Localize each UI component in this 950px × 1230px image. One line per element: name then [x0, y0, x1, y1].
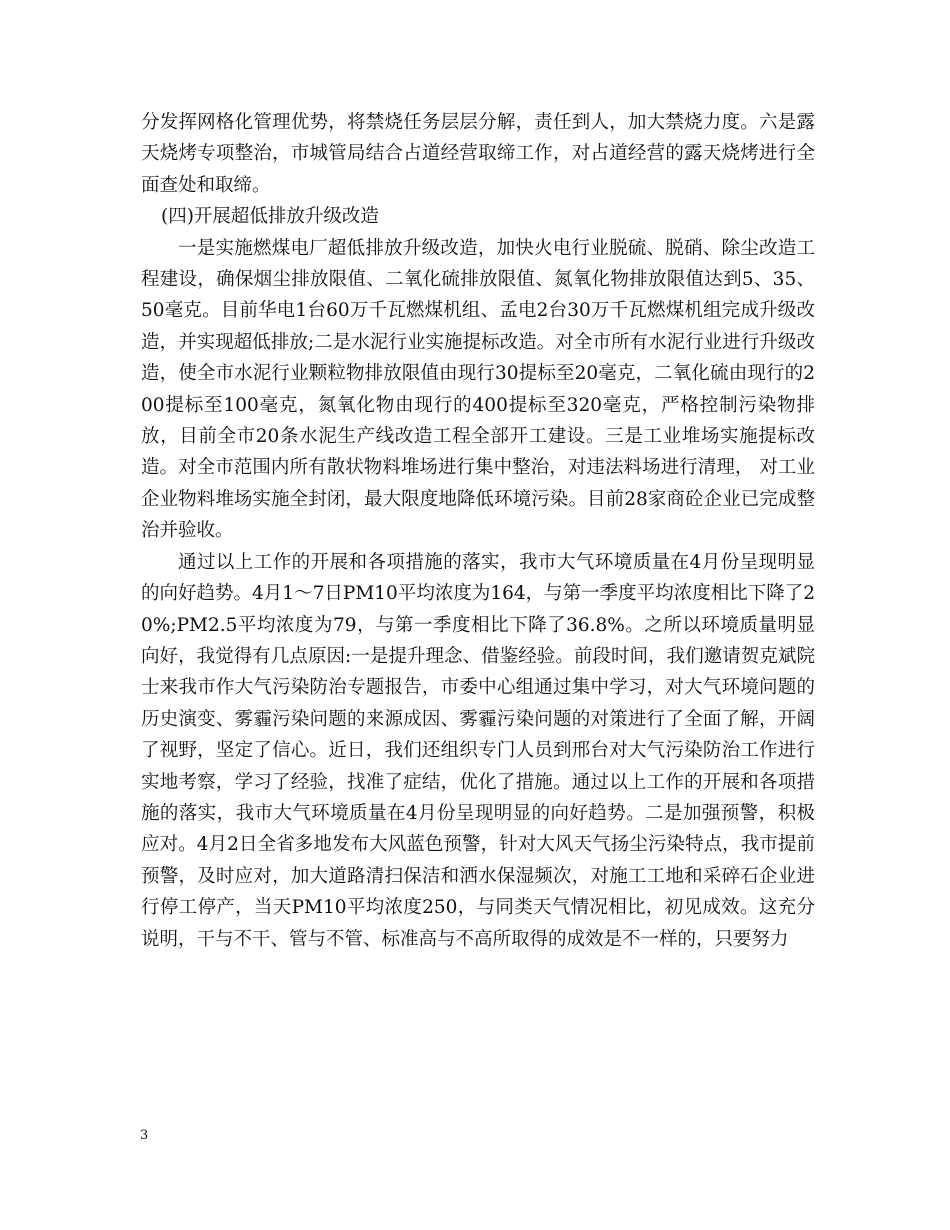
- paragraph-upgrade-measures: 一是实施燃煤电厂超低排放升级改造，加快火电行业脱硫、脱硝、除尘改造工程建设，确保烟尘排放限值、二氧化硫排放限值、氮氧化物排放限值达到5、35、50毫克。目前华电1台60万千瓦燃煤机组、孟电2台30万千瓦燃煤机组完成升级改造，并实现超低排放;二是水泥行业实施提标改造。对全市所有水泥行业进行升级改造，使全市水泥行业颗粒物排放限值由现行30提标至20毫克，二氧化硫由现行的200提标至100毫克，氮氧化物由现行的400提标至320毫克，严格控制污染物排放，目前全市20条水泥生产线改造工程全部开工建设。三是工业堆场实施提标改造。对全市范围内所有散状物料堆场进行集中整治，对违法料场进行清理， 对工业企业物料堆场实施全封闭，最大限度地降低环境污染。目前28家商砼企业已完成整治并验收。: [141, 237, 815, 542]
- paragraph-continuation: 分发挥网格化管理优势，将禁烧任务层层分解，责任到人，加大禁烧力度。六是露天烧烤专项整治，市城管局结合占道经营取缔工作，对占道经营的露天烧烤进行全面查处和取缔。: [141, 112, 815, 196]
- section-heading: (四)开展超低排放升级改造: [161, 206, 379, 228]
- page-number: 3: [140, 1128, 149, 1143]
- paragraph-air-quality-results: 通过以上工作的开展和各项措施的落实，我市大气环境质量在4月份呈现明显的向好趋势。4月1～7日PM10平均浓度为164，与第一季度平均浓度相比下降了20%;PM2.5平均浓度为79，与第一季度相比下降了36.8%。之所以环境质量明显向好，我觉得有几点原因:一是提升理念、借鉴经验。前段时间，我们邀请贺克斌院士来我市作大气污染防治专题报告，市委中心组通过集中学习，对大气环境问题的历史演变、雾霾污染问题的来源成因、雾霾污染问题的对策进行了全面了解，开阔了视野，坚定了信心。近日，我们还组织专门人员到邢台对大气污染防治工作进行实地考察，学习了经验，找准了症结，优化了措施。通过以上工作的开展和各项措施的落实，我市大气环境质量在4月份呈现明显的向好趋势。二是加强预警，积极应对。4月2日全省多地发布大风蓝色预警，针对大风天气扬尘污染特点，我市提前预警，及时应对，加大道路清扫保洁和洒水保湿频次，对施工工地和采碎石企业进行停工停产，当天PM10平均浓度250，与同类天气情况相比，初见成效。这充分说明，干与不干、管与不管、标准高与不高所取得的成效是不一样的，只要努力: [141, 551, 815, 950]
- document-body: [141, 107, 815, 955]
